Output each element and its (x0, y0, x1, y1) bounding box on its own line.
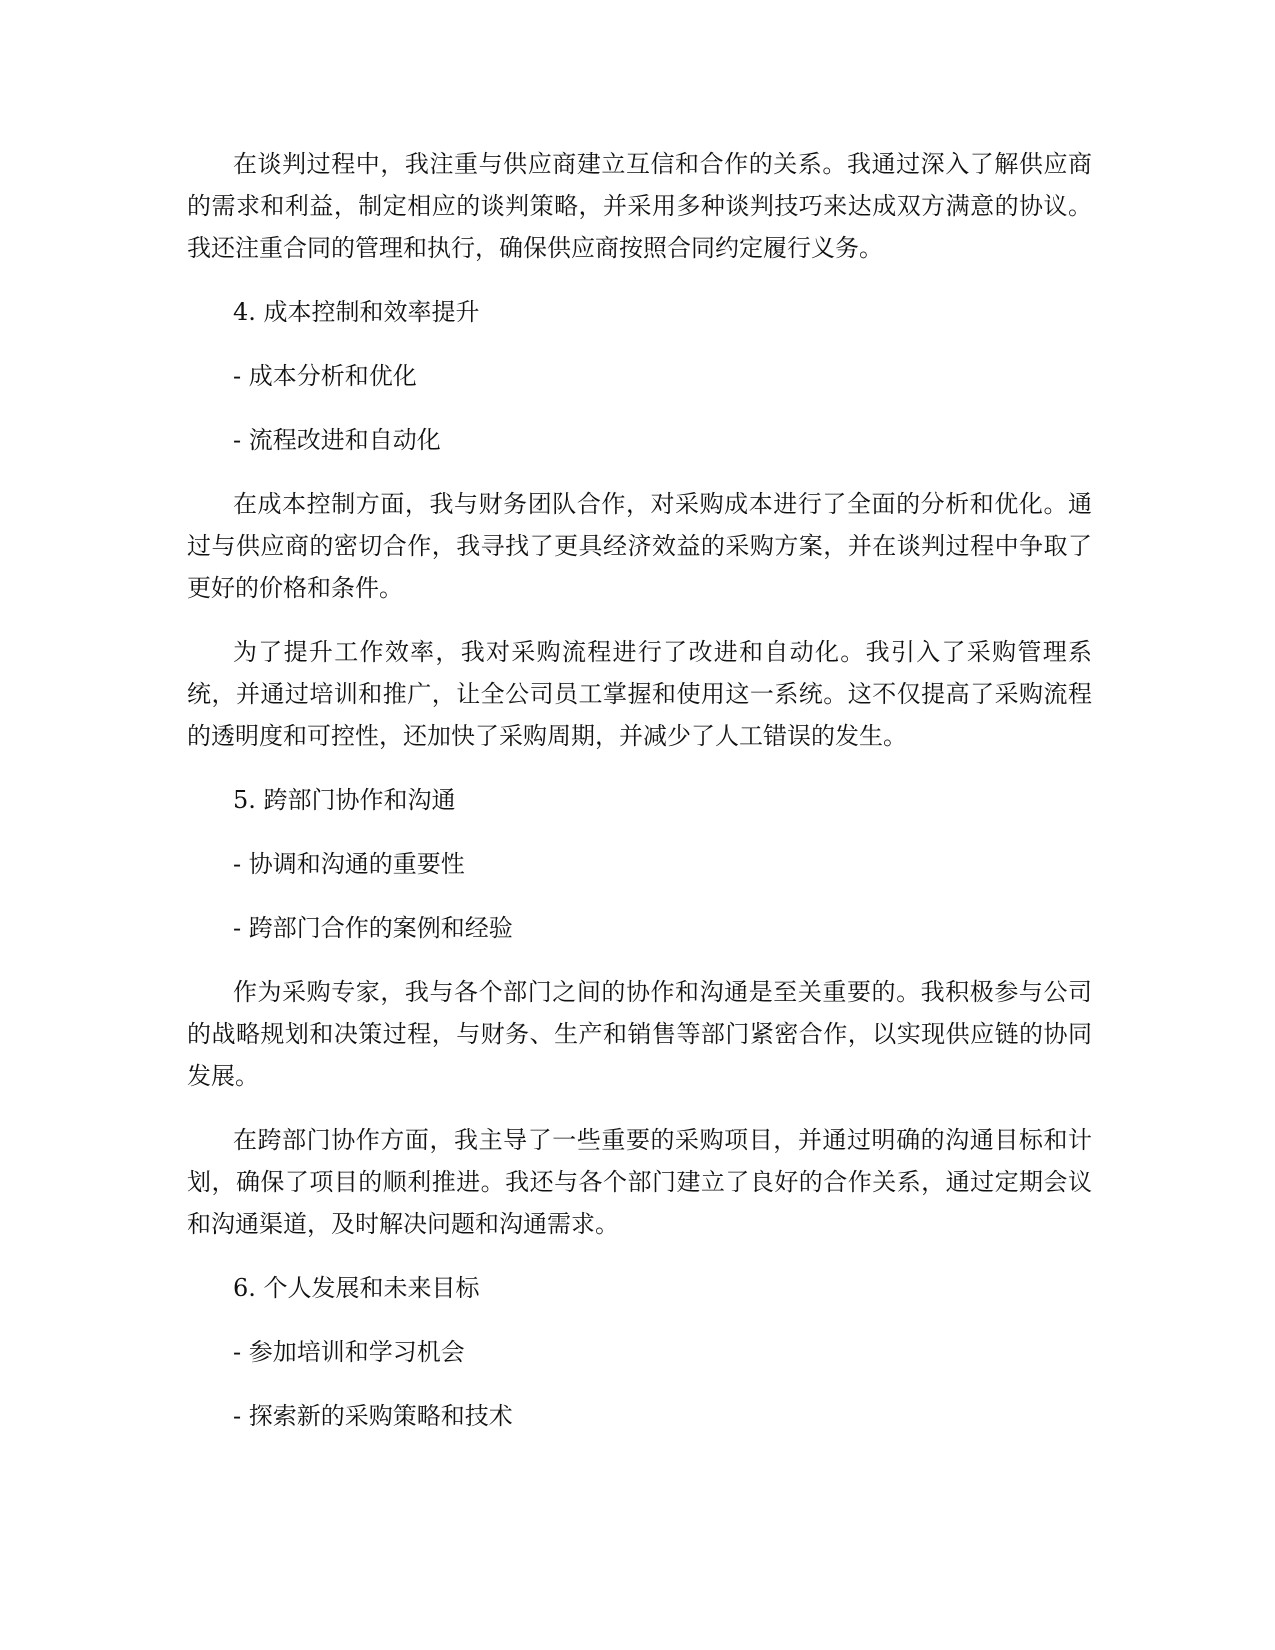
paragraph-cross-department: 在跨部门协作方面，我主导了一些重要的采购项目，并通过明确的沟通目标和计划，确保了项目的顺利推进。我还与各个部门建立了良好的合作关系，通过定期会议和沟通渠道，及时解决问题和沟通需求。 (187, 1126, 1092, 1238)
paragraph-cost-control: 在成本控制方面，我与财务团队合作，对采购成本进行了全面的分析和优化。通过与供应商的密切合作，我寻找了更具经济效益的采购方案，并在谈判过程中争取了更好的价格和条件。 (187, 490, 1092, 602)
document-body (187, 143, 1092, 1459)
section-heading-personal-development: 6. 个人发展和未来目标 (233, 1274, 480, 1302)
paragraph-efficiency: 为了提升工作效率，我对采购流程进行了改进和自动化。我引入了采购管理系统，并通过培训和推广，让全公司员工掌握和使用这一系统。这不仅提高了采购流程的透明度和可控性，还加快了采购周期，并减少了人工错误的发生。 (187, 638, 1092, 750)
paragraph-negotiation: 在谈判过程中，我注重与供应商建立互信和合作的关系。我通过深入了解供应商的需求和利益，制定相应的谈判策略，并采用多种谈判技巧来达成双方满意的协议。我还注重合同的管理和执行，确保供应商按照合同约定履行义务。 (187, 150, 1092, 262)
bullet-new-strategies: - 探索新的采购策略和技术 (233, 1402, 513, 1430)
bullet-cross-department-cases: - 跨部门合作的案例和经验 (233, 914, 513, 942)
paragraph-procurement-expert: 作为采购专家，我与各个部门之间的协作和沟通是至关重要的。我积极参与公司的战略规划和决策过程，与财务、生产和销售等部门紧密合作，以实现供应链的协同发展。 (187, 978, 1092, 1090)
bullet-training: - 参加培训和学习机会 (233, 1338, 465, 1366)
section-heading-collaboration: 5. 跨部门协作和沟通 (233, 786, 456, 814)
bullet-cost-analysis: - 成本分析和优化 (233, 362, 417, 390)
section-heading-cost-control: 4. 成本控制和效率提升 (233, 298, 480, 326)
bullet-process-automation: - 流程改进和自动化 (233, 426, 441, 454)
bullet-coordination-importance: - 协调和沟通的重要性 (233, 850, 465, 878)
